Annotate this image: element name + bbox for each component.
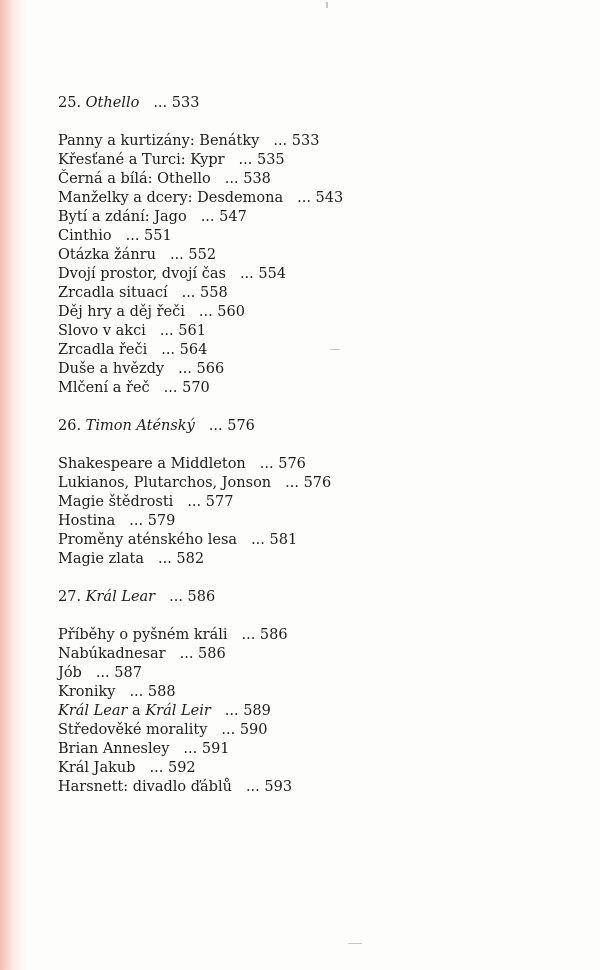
- toc-entry[interactable]: [58, 170, 558, 189]
- entry-label: Proměny aténského lesa: [58, 532, 238, 548]
- toc-entry[interactable]: [58, 303, 558, 322]
- entry-label: Křesťané a Turci: Kypr: [58, 152, 225, 168]
- entry-label: Mlčení a řeč: [58, 380, 150, 396]
- entry-label: Duše a hvězdy: [58, 361, 165, 377]
- toc-entry[interactable]: [58, 360, 558, 379]
- entry-label: Jób: [58, 665, 82, 681]
- entry-page: ... 535: [238, 152, 285, 168]
- entry-label: Panny a kurtizány: Benátky: [58, 133, 260, 149]
- entry-label: Zrcadla situací: [58, 285, 168, 301]
- entry-label: Děj hry a děj řeči: [58, 304, 185, 320]
- entry-page: ... 554: [239, 266, 287, 282]
- entry-page: ... 564: [161, 342, 208, 358]
- entry-page: ... 560: [198, 304, 245, 320]
- chapter-title: Timon Aténský: [85, 418, 195, 434]
- toc-entry[interactable]: [58, 645, 558, 664]
- entry-label: Manželky a dcery: Desdemona: [58, 190, 284, 206]
- entry-label-italic: Král Leir: [145, 703, 211, 719]
- entry-label: Středověké morality: [58, 722, 208, 738]
- toc-entry[interactable]: [58, 512, 558, 531]
- toc-entry[interactable]: [58, 531, 558, 550]
- entry-label: Příběhy o pyšném králi: [58, 627, 228, 643]
- toc-entry[interactable]: [58, 227, 558, 246]
- toc-entry[interactable]: [58, 493, 558, 512]
- toc-entry[interactable]: [58, 759, 558, 778]
- entry-label: Kroniky: [58, 684, 116, 700]
- chapter-heading-25[interactable]: [58, 94, 558, 113]
- toc-entry[interactable]: [58, 455, 558, 474]
- entry-page: ... 552: [169, 247, 217, 263]
- toc-entry[interactable]: [58, 322, 558, 341]
- entry-page: ... 579: [129, 513, 176, 529]
- page-edge-tint: [0, 0, 26, 970]
- toc-entry[interactable]: [58, 702, 558, 721]
- toc-entry[interactable]: [58, 246, 558, 265]
- entry-label: Dvojí prostor, dvojí čas: [58, 266, 226, 282]
- chapter-heading-27[interactable]: [58, 588, 558, 607]
- entry-label: Otázka žánru: [58, 247, 156, 263]
- entry-page: ... 592: [149, 760, 196, 776]
- entry-page: ... 543: [297, 190, 344, 206]
- entry-label: Hostina: [58, 513, 116, 529]
- toc-entry[interactable]: [58, 721, 558, 740]
- entry-page: ... 551: [125, 228, 172, 244]
- scan-speck: [326, 2, 328, 8]
- toc-entry[interactable]: [58, 474, 558, 493]
- toc-entry[interactable]: [58, 341, 558, 360]
- entry-label: Lukianos, Plutarchos, Jonson: [58, 475, 272, 491]
- chapter-heading-26[interactable]: [58, 417, 558, 436]
- entry-page: ... 576: [285, 475, 332, 491]
- entry-page: ... 590: [221, 722, 268, 738]
- chapter-title: Král Lear: [85, 589, 156, 605]
- toc-entry[interactable]: [58, 550, 558, 569]
- entry-label: Shakespeare a Middleton: [58, 456, 246, 472]
- entry-label: Magie štědrosti: [58, 494, 174, 510]
- toc-entry[interactable]: [58, 626, 558, 645]
- entry-label: Černá a bílá: Othello: [58, 171, 211, 187]
- table-of-contents: [58, 94, 558, 816]
- chapter-page: ... 586: [169, 589, 216, 605]
- entry-page: ... 588: [129, 684, 176, 700]
- chapter-number: 27.: [58, 589, 82, 605]
- entry-label: Cinthio: [58, 228, 112, 244]
- entry-page: ... 558: [181, 285, 228, 301]
- entry-page: ... 586: [241, 627, 288, 643]
- toc-entry[interactable]: [58, 284, 558, 303]
- toc-entry[interactable]: [58, 208, 558, 227]
- entry-label: Nabúkadnesar: [58, 646, 166, 662]
- toc-entry[interactable]: [58, 189, 558, 208]
- entry-page: ... 587: [95, 665, 142, 681]
- toc-entry[interactable]: [58, 683, 558, 702]
- toc-entry[interactable]: [58, 265, 558, 284]
- entry-label-join: a: [127, 703, 146, 719]
- toc-section-26: [58, 417, 558, 569]
- entry-page: ... 566: [178, 361, 225, 377]
- chapter-page: ... 533: [153, 95, 200, 111]
- chapter-number: 26.: [58, 418, 82, 434]
- chapter-number: 25.: [58, 95, 82, 111]
- entry-label: Harsnett: divadlo ďáblů: [58, 779, 232, 795]
- entry-label: Magie zlata: [58, 551, 144, 567]
- toc-entry[interactable]: [58, 151, 558, 170]
- entry-page: ... 570: [163, 380, 210, 396]
- entry-page: ... 591: [183, 741, 230, 757]
- toc-section-25: [58, 94, 558, 398]
- entry-page: ... 582: [158, 551, 205, 567]
- toc-entry[interactable]: [58, 664, 558, 683]
- toc-entry[interactable]: [58, 379, 558, 398]
- entry-label-italic: Král Lear: [58, 703, 128, 719]
- entry-page: ... 547: [200, 209, 247, 225]
- entry-label: Král Jakub: [58, 760, 136, 776]
- entry-page: ... 586: [179, 646, 226, 662]
- toc-entry[interactable]: [58, 778, 558, 797]
- entry-label: Brian Annesley: [58, 741, 170, 757]
- entry-page: ... 577: [187, 494, 234, 510]
- entry-page: ... 561: [159, 323, 206, 339]
- entry-label: Bytí a zdání: Jago: [58, 209, 187, 225]
- chapter-page: ... 576: [208, 418, 255, 434]
- entry-page: ... 538: [224, 171, 271, 187]
- entry-page: ... 593: [245, 779, 293, 795]
- entry-page: ... 533: [273, 133, 320, 149]
- entry-page: ... 581: [251, 532, 298, 548]
- toc-entry[interactable]: [58, 740, 558, 759]
- entry-label: Zrcadla řeči: [58, 342, 148, 358]
- chapter-title: Othello: [85, 95, 140, 111]
- entry-page: ... 589: [224, 703, 271, 719]
- entry-page: ... 576: [259, 456, 306, 472]
- entry-label: Slovo v akci: [58, 323, 146, 339]
- scan-speck: [348, 943, 362, 944]
- toc-section-27: [58, 588, 558, 797]
- toc-entry[interactable]: [58, 132, 558, 151]
